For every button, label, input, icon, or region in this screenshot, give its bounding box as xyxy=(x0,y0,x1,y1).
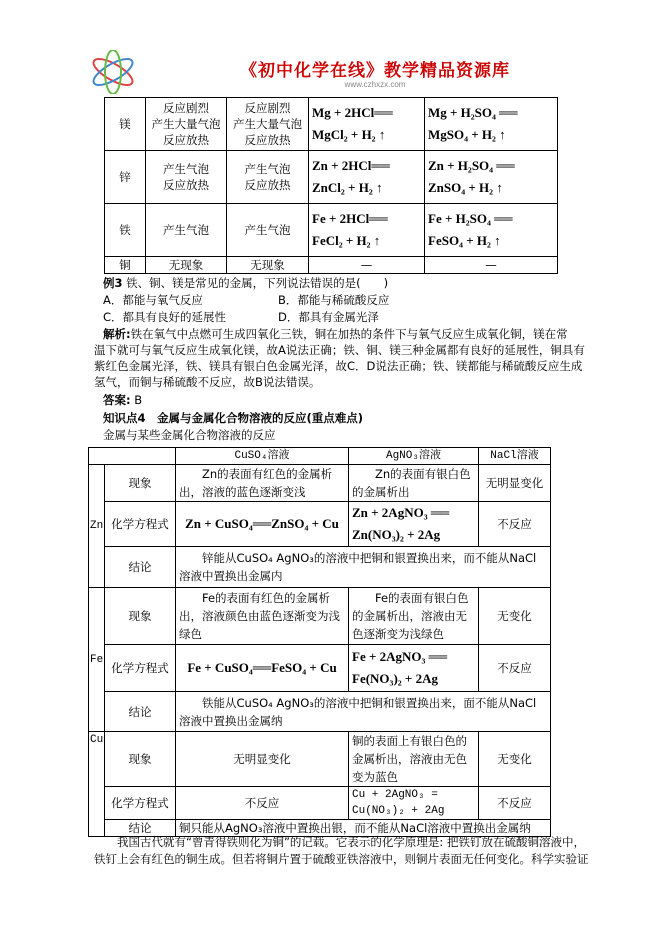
cell-line: 反应放热 xyxy=(244,133,291,147)
conclusion-cell: 铁能从CuSO₄ AgNO₃的溶液中把铜和银置换出来，面不能从NaCl溶液中置换出金属纳 xyxy=(176,692,551,732)
cell-line: MgSO₄ + H₂ ↑ xyxy=(428,127,506,142)
table-row xyxy=(105,151,558,204)
paragraph-line: 我国古代就有“曾青得铁则化为铜”的记载。它表示的化学原理是: 把铁钉放在硫酸铜溶液中， xyxy=(94,835,585,849)
cell-line: — xyxy=(485,258,497,272)
table-row xyxy=(105,98,558,151)
cell-line: 锌 xyxy=(119,170,131,184)
h2so4-equation-cell xyxy=(425,98,558,151)
cell-line: 产生气泡 xyxy=(163,162,209,176)
cell-line: 反应剧烈 xyxy=(163,101,209,115)
section-subtitle: 金属与某些金属化合物溶液的反应 xyxy=(103,428,276,442)
option-c: C．都具有良好的延展性 xyxy=(103,310,227,324)
table-row xyxy=(105,257,558,274)
conclusion-cell: 锌能从CuSO₄ AgNO₃的溶液中把铜和银置换出来，而不能从NaCl溶液中置换出金属内 xyxy=(176,547,551,588)
row-label: 化学方程式 xyxy=(105,502,176,547)
metal-cell xyxy=(105,257,146,274)
cell-line: Zn + H₂SO₄ ══ xyxy=(428,158,515,173)
metal-cell: Fe xyxy=(89,588,105,732)
conclusion-cell: 铜只能从AgNO₃溶液中置换出银，而不能从NaCl溶液中置换出金属纳 xyxy=(176,820,551,837)
metal-cell xyxy=(105,204,146,257)
row-label: 化学方程式 xyxy=(105,645,176,692)
table-row xyxy=(105,204,558,257)
phenomenon-cell: Fe的表面有银白色的金属析出，溶液由无色逐渐变为浅绿色 xyxy=(349,588,479,645)
equation-cell: Zn + 2AgNO₃ ══ Zn(NO₃)₂ + 2Ag xyxy=(349,502,479,547)
cell-line: Mg + H₂SO₄ ══ xyxy=(428,105,518,120)
row-label: 结论 xyxy=(105,547,176,588)
row-label: 结论 xyxy=(105,820,176,837)
option-a: A．都能与氧气反应 xyxy=(103,293,203,307)
metal-cell xyxy=(105,98,146,151)
cell-line: Fe + H₂SO₄ ══ xyxy=(428,211,513,226)
cell-line: Mg + 2HCl══ xyxy=(312,105,393,120)
equation-cell: Fe + CuSO₄══FeSO₄ + Cu xyxy=(176,645,349,692)
cell-line: — xyxy=(360,258,373,272)
metal-acid-table xyxy=(104,97,558,274)
phenomenon-cell: Zn的表面有银白色的金属析出 xyxy=(349,465,479,502)
cell-line: FeSO₄ + H₂ ↑ xyxy=(428,233,501,248)
cell-line: 产生气泡 xyxy=(244,223,291,237)
example-question: 例3 铁、铜、镁是常见的金属，下列说法错误的是( ) xyxy=(103,276,389,290)
metal-cell: Cu xyxy=(89,732,105,837)
metal-salt-table xyxy=(88,447,551,837)
hcl-equation-cell xyxy=(309,257,425,274)
equation-cell: 不反应 xyxy=(176,787,349,820)
h2so4-phenomenon-cell xyxy=(227,204,309,257)
hcl-phenomenon-cell xyxy=(146,204,227,257)
analysis-line: 解析:铁在氧气中点燃可生成四氧化三铁，铜在加热的条件下与氧气反应生成氧化铜，镁在常 xyxy=(103,327,568,341)
metal-cell xyxy=(105,151,146,204)
cell-line: 产生气泡 xyxy=(244,162,291,176)
hcl-phenomenon-cell xyxy=(146,98,227,151)
phenomenon-cell: 无变化 xyxy=(479,588,551,645)
column-header: NaCl溶液 xyxy=(479,448,551,465)
metal-cell: Zn xyxy=(89,465,105,588)
row-label: 现象 xyxy=(105,588,176,645)
phenomenon-cell: Zn的表面有红色的金属析出，溶液的蓝色逐渐变浅 xyxy=(176,465,349,502)
answer: 答案: B xyxy=(103,393,143,407)
h2so4-equation-cell xyxy=(425,257,558,274)
table-row xyxy=(89,502,551,547)
row-label: 现象 xyxy=(105,465,176,502)
phenomenon-cell: Fe的表面有红色的金属析出，溶液颜色由蓝色逐渐变为浅绿色 xyxy=(176,588,349,645)
table-row xyxy=(89,692,551,732)
equation-cell: Cu + 2AgNO₃ = Cu(NO₃)₂ + 2Ag xyxy=(349,787,479,820)
empty-header-cell xyxy=(89,448,176,465)
equation-cell: 不反应 xyxy=(479,502,551,547)
cell-line: 产生气泡 xyxy=(163,223,209,237)
cell-line: 镁 xyxy=(119,117,131,131)
row-label: 化学方程式 xyxy=(105,787,176,820)
atom-logo-icon xyxy=(88,50,138,94)
equation-cell: 不反应 xyxy=(479,645,551,692)
cell-line: 无现象 xyxy=(168,258,204,272)
cell-line: Fe + 2HCl══ xyxy=(312,211,388,226)
hcl-equation-cell xyxy=(309,98,425,151)
table-row xyxy=(89,465,551,502)
phenomenon-cell: 铜的表面上有银白色的金属析出，溶液由无色变为蓝色 xyxy=(349,732,479,787)
table-row xyxy=(89,547,551,588)
cell-line: 产生大量气泡 xyxy=(151,117,221,131)
h2so4-phenomenon-cell xyxy=(227,151,309,204)
h2so4-phenomenon-cell xyxy=(227,98,309,151)
h2so4-equation-cell xyxy=(425,151,558,204)
table-row xyxy=(89,787,551,820)
option-d: D．都具有金属光泽 xyxy=(278,310,379,324)
phenomenon-cell: 无明显变化 xyxy=(479,465,551,502)
cell-line: 无现象 xyxy=(250,258,285,272)
hcl-equation-cell xyxy=(309,151,425,204)
cell-line: 反应剧烈 xyxy=(244,101,291,115)
section-title: 知识点4 金属与金属化合物溶液的反应(重点难点) xyxy=(103,411,364,425)
cell-line: 产生大量气泡 xyxy=(233,117,302,131)
header-title: 《初中化学在线》教学精品资源库 xyxy=(240,61,510,81)
h2so4-equation-cell xyxy=(425,204,558,257)
option-b: B．都能与稀硫酸反应 xyxy=(278,293,390,307)
column-header: CuSO₄溶液 xyxy=(176,448,349,465)
column-header: AgNO₃溶液 xyxy=(349,448,479,465)
analysis-line: 氢气，而铜与稀硫酸不反应，故B说法错误。 xyxy=(94,375,321,389)
phenomenon-cell: 无变化 xyxy=(479,732,551,787)
equation-cell: Zn + CuSO₄══ZnSO₄ + Cu xyxy=(176,502,349,547)
table-row xyxy=(89,588,551,645)
cell-line: 反应放热 xyxy=(163,133,209,147)
cell-line: 铜 xyxy=(119,258,131,272)
header-row xyxy=(89,448,551,465)
hcl-equation-cell xyxy=(309,204,425,257)
cell-line: ZnSO₄ + H₂ ↑ xyxy=(428,180,503,195)
table-row xyxy=(89,645,551,692)
cell-line: Zn + 2HCl══ xyxy=(312,158,390,173)
phenomenon-cell: 无明显变化 xyxy=(176,732,349,787)
analysis-line: 紫红色金属光泽，铁、镁具有银白色金属光泽，故C．D说法正确；铁、镁都能与稀硫酸反应生成 xyxy=(94,359,583,373)
cell-line: MgCl₂ + H₂ ↑ xyxy=(312,127,386,142)
cell-line: FeCl₂ + H₂ ↑ xyxy=(312,233,381,248)
row-label: 结论 xyxy=(105,692,176,732)
row-label: 现象 xyxy=(105,732,176,787)
table-row xyxy=(89,732,551,787)
cell-line: 铁 xyxy=(119,223,131,237)
h2so4-phenomenon-cell xyxy=(227,257,309,274)
equation-cell: Fe + 2AgNO₃ ══ Fe(NO₃)₂ + 2Ag xyxy=(349,645,479,692)
header-url: www.czhxzx.com xyxy=(344,80,406,89)
hcl-phenomenon-cell xyxy=(146,151,227,204)
cell-line: ZnCl₂ + H₂ ↑ xyxy=(312,180,383,195)
paragraph-line: 铁钉上会有红色的铜生成。但若将铜片置于硫酸亚铁溶液中，则铜片表面无任何变化。科学实验证 xyxy=(94,852,589,866)
analysis-line: 温下就可与氧气反应生成氧化镁，故A说法正确；铁、铜、镁三种金属都有良好的延展性，铜具有 xyxy=(94,343,585,357)
hcl-phenomenon-cell xyxy=(146,257,227,274)
equation-cell: 不反应 xyxy=(479,787,551,820)
cell-line: 反应放热 xyxy=(163,178,209,192)
cell-line: 反应放热 xyxy=(244,178,291,192)
